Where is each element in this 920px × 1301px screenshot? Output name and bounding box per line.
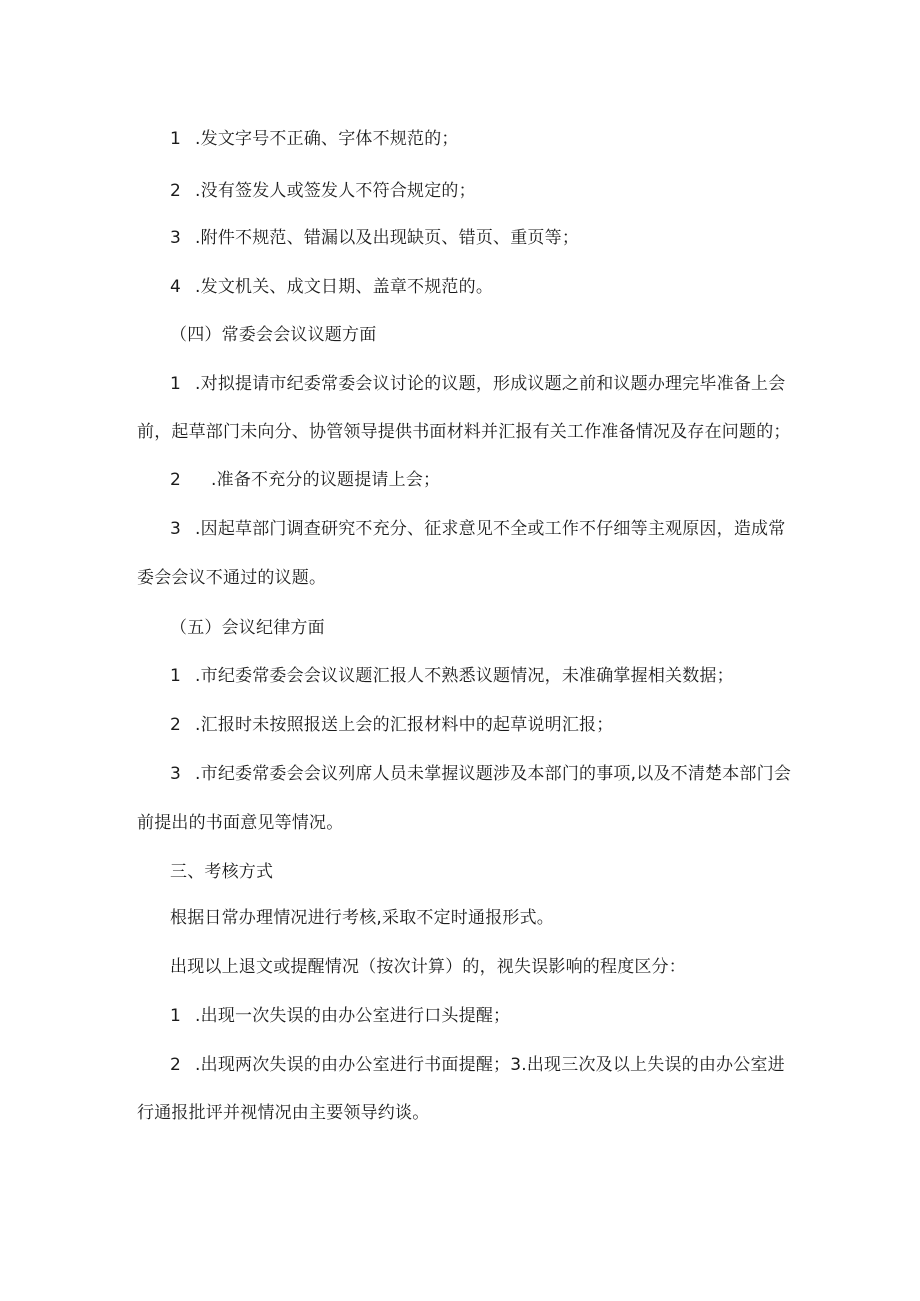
- item-number: 1: [170, 666, 182, 686]
- list-item: [170, 179, 476, 203]
- item-number: 2: [170, 181, 182, 201]
- item-text: .因起草部门调查研究不充分、征求意见不全或工作不仔细等主观原因，造成常: [195, 519, 786, 539]
- section-heading: （五）会议纪律方面: [170, 618, 325, 638]
- item-number: 1: [170, 129, 182, 149]
- section-heading: 三、考核方式: [170, 862, 274, 882]
- list-item: [170, 1004, 510, 1028]
- list-item: [170, 468, 440, 492]
- item-continuation: 前，起草部门未向分、协管领导提供书面材料并汇报有关工作准备情况及存在问题的；: [137, 422, 791, 442]
- list-item: [170, 226, 579, 250]
- item-number: 3: [170, 228, 182, 248]
- item-text: .对拟提请市纪委常委会议讨论的议题，形成议题之前和议题办理完毕准备上会: [195, 374, 786, 394]
- item-text: .市纪委常委会会议议题汇报人不熟悉议题情况，未准确掌握相关数据；: [195, 666, 734, 686]
- item-text: .出现两次失误的由办公室进行书面提醒；3.出现三次及以上失误的由办公室进: [195, 1055, 785, 1075]
- list-item: [170, 762, 791, 786]
- list-item: [170, 664, 734, 688]
- item-number: 2: [170, 1055, 182, 1075]
- section-heading: （四）常委会会议议题方面: [170, 325, 377, 345]
- paragraph: 根据日常办理情况进行考核,采取不定时通报形式。: [170, 908, 555, 928]
- item-number: 2: [170, 470, 182, 490]
- item-text: .出现一次失误的由办公室进行口头提醒；: [195, 1006, 511, 1026]
- list-item: [170, 713, 613, 737]
- item-text: .汇报时未按照报送上会的汇报材料中的起草说明汇报；: [195, 715, 614, 735]
- item-number: 1: [170, 1006, 182, 1026]
- item-text: .附件不规范、错漏以及出现缺页、错页、重页等；: [195, 228, 580, 248]
- item-number: 1: [170, 374, 182, 394]
- paragraph: 出现以上退文或提醒情况（按次计算）的，视失误影响的程度区分：: [170, 957, 686, 977]
- item-continuation: 行通报批评并视情况由主要领导约谈。: [137, 1103, 430, 1123]
- item-text: .发文字号不正确、字体不规范的；: [195, 129, 459, 149]
- item-number: 3: [170, 519, 182, 539]
- list-item: [170, 372, 785, 396]
- item-text: .市纪委常委会会议列席人员未掌握议题涉及本部门的事项,以及不清楚本部门会: [195, 764, 792, 784]
- item-number: 3: [170, 764, 182, 784]
- item-text: .准备不充分的议题提请上会；: [211, 470, 441, 490]
- list-item: [170, 517, 785, 541]
- item-text: .发文机关、成文日期、盖章不规范的。: [195, 277, 494, 297]
- item-text: .没有签发人或签发人不符合规定的；: [195, 181, 476, 201]
- item-continuation: 委会会议不通过的议题。: [137, 568, 327, 588]
- item-number: 4: [170, 277, 182, 297]
- item-continuation: 前提出的书面意见等情况。: [137, 813, 344, 833]
- list-item: [170, 275, 493, 299]
- list-item: [170, 127, 459, 151]
- item-number: 2: [170, 715, 182, 735]
- list-item: [170, 1053, 785, 1077]
